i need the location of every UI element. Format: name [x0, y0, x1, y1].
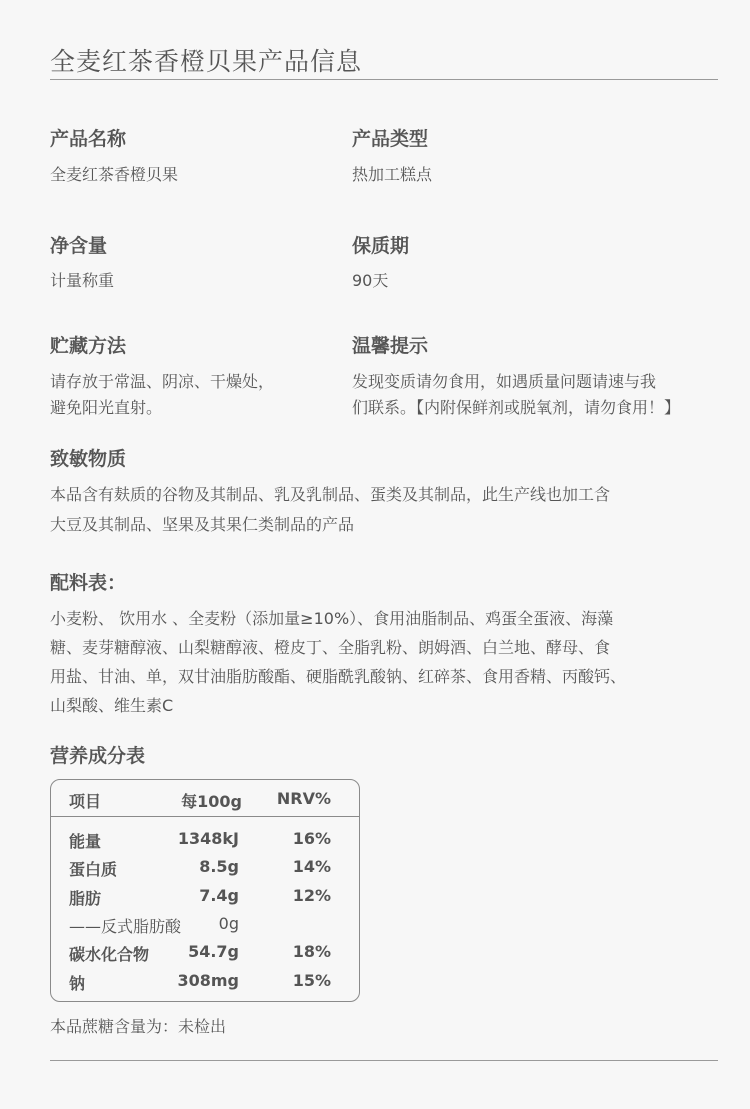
- product-name-value: 全麦红茶香橙贝果: [50, 165, 179, 184]
- nutrition-row-name: 能量: [69, 832, 102, 851]
- nutrition-row-amount: 8.5g: [199, 857, 239, 876]
- bottom-divider: [50, 1060, 718, 1061]
- nutrition-row-nrv: 14%: [292, 857, 331, 876]
- nutrition-header-divider: [51, 816, 359, 817]
- nutrition-row-amount: 54.7g: [188, 942, 239, 961]
- product-type-label: 产品类型: [352, 128, 429, 150]
- nutrition-row-nrv: 12%: [292, 886, 331, 905]
- nutrition-row-name: ——反式脂肪酸: [69, 917, 182, 936]
- ingredients-line-4: 山梨酸、维生素C: [50, 696, 174, 715]
- net-content-value: 计量称重: [50, 271, 115, 290]
- nutrition-row-amount: 0g: [218, 914, 239, 933]
- sucrose-note: 本品蔗糖含量为：未检出: [50, 1017, 227, 1036]
- allergens-line-2: 大豆及其制品、坚果及其果仁类制品的产品: [50, 515, 355, 534]
- nutrition-row-name: 碳水化合物: [69, 945, 150, 964]
- nutrition-row-nrv: 18%: [292, 942, 331, 961]
- storage-label: 贮藏方法: [50, 335, 127, 357]
- tips-line-1: 发现变质请勿食用，如遇质量问题请速与我: [352, 372, 657, 391]
- allergens-line-1: 本品含有麸质的谷物及其制品、乳及乳制品、蛋类及其制品，此生产线也加工含: [50, 485, 611, 504]
- nutrition-row-name: 脂肪: [69, 889, 102, 908]
- title-divider: [50, 79, 718, 80]
- ingredients-line-2: 糖、麦芽糖醇液、山梨糖醇液、橙皮丁、全脂乳粉、朗姆酒、白兰地、酵母、食: [50, 638, 611, 657]
- shelf-life-label: 保质期: [352, 235, 410, 257]
- tips-value: [352, 369, 680, 421]
- shelf-life-value: 90天: [352, 271, 389, 290]
- page-title: 全麦红茶香橙贝果产品信息: [50, 47, 363, 76]
- ingredients-text: [50, 604, 730, 720]
- allergens-label: 致敏物质: [50, 448, 127, 470]
- tips-line-2: 们联系。【内附保鲜剂或脱氧剂，请勿食用！】: [352, 398, 681, 417]
- nutrition-row-amount: 7.4g: [199, 886, 239, 905]
- nutrition-table: [50, 779, 360, 1002]
- storage-line-2: 避免阳光直射。: [50, 398, 163, 417]
- nutrition-row-name: 蛋白质: [69, 860, 118, 879]
- nutrition-row-name: 钠: [69, 974, 86, 993]
- allergens-text: [50, 480, 730, 540]
- product-name-label: 产品名称: [50, 128, 127, 150]
- ingredients-label: 配料表：: [50, 572, 127, 594]
- ingredients-line-1: 小麦粉、 饮用水 、全麦粉（添加量≥10%）、食用油脂制品、鸡蛋全蛋液、海藻: [50, 609, 614, 628]
- nutrition-header-item: 项目: [69, 792, 102, 811]
- product-type-value: 热加工糕点: [352, 165, 433, 184]
- nutrition-header-per: 每100g: [181, 792, 242, 811]
- nutrition-row-amount: 1348kJ: [177, 829, 239, 848]
- tips-label: 温馨提示: [352, 335, 429, 357]
- nutrition-row-amount: 308mg: [177, 971, 239, 990]
- nutrition-row-nrv: 15%: [292, 971, 331, 990]
- storage-value: [50, 369, 274, 421]
- storage-line-1: 请存放于常温、阴凉、干燥处，: [50, 372, 275, 391]
- nutrition-label: 营养成分表: [50, 745, 146, 767]
- net-content-label: 净含量: [50, 235, 108, 257]
- ingredients-line-3: 用盐、甘油、单，双甘油脂肪酸酯、硬脂酰乳酸钠、红碎茶、食用香精、丙酸钙、: [50, 667, 627, 686]
- nutrition-row-nrv: 16%: [292, 829, 331, 848]
- nutrition-header-nrv: NRV%: [276, 789, 331, 808]
